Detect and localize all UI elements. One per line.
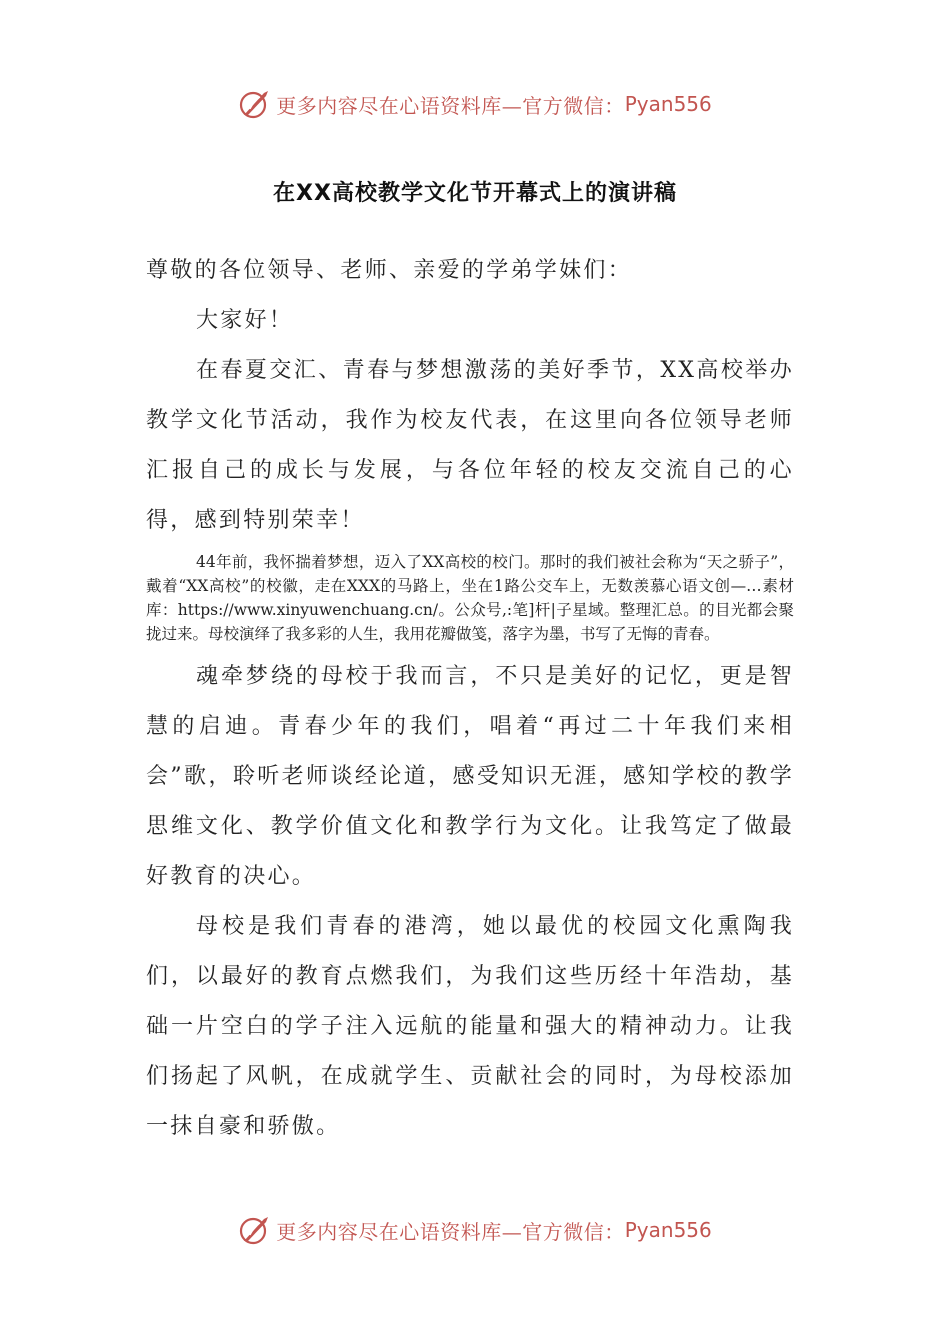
header-banner <box>0 82 950 126</box>
quill-pen-logo-icon <box>238 87 272 121</box>
salutation: 尊敬的各位领导、老师、亲爱的学弟学妹们： <box>146 258 633 283</box>
wechat-id: Pyan556 <box>624 1218 712 1242</box>
banner-text: 更多内容尽在心语资料库—官方微信： <box>276 1219 625 1244</box>
footer-banner <box>0 1208 950 1252</box>
document-title: 在XX高校教学文化节开幕式上的演讲稿 <box>273 181 677 206</box>
banner-text: 更多内容尽在心语资料库—官方微信： <box>276 93 625 118</box>
paragraph-2: 44年前，我怀揣着梦想，迈入了XX高校的校门。那时的我们被社会称为“天之骄子”，戴着“XX高校”的校徽，走在XXX的马路上，坐在1路公交车上，无数羡慕心语文创—…素材库：https://www.xinyuwenchuang.cn/。公众号,:笔]杆|子星域。整理汇总。的目光都会聚拢过来。母校演绎了我多彩的人生，我用花瓣做笺，落字为墨，书写了无悔的青春。 <box>146 553 794 643</box>
document-body <box>146 246 794 1152</box>
paragraph-4: 母校是我们青春的港湾，她以最优的校园文化熏陶我们，以最好的教育点燃我们，为我们这些历经十年浩劫，基础一片空白的学子注入远航的能量和强大的精神动力。让我们扬起了风帆，在成就学生、贡献社会的同时，为母校添加一抹自豪和骄傲。 <box>146 914 794 1139</box>
greeting: 大家好！ <box>196 308 294 333</box>
paragraph-3: 魂牵梦绕的母校于我而言，不只是美好的记忆，更是智慧的启迪。青春少年的我们，唱着“再过二十年我们来相会”歌，聆听老师谈经论道，感受知识无涯，感知学校的教学思维文化、教学价值文化和教学行为文化。让我笃定了做最好教育的决心。 <box>146 664 794 889</box>
quill-pen-logo-icon <box>238 1213 272 1247</box>
paragraph-1: 在春夏交汇、青春与梦想激荡的美好季节，XX高校举办教学文化节活动，我作为校友代表，在这里向各位领导老师汇报自己的成长与发展，与各位年轻的校友交流自己的心得，感到特别荣幸！ <box>146 358 794 533</box>
wechat-id: Pyan556 <box>624 92 712 116</box>
